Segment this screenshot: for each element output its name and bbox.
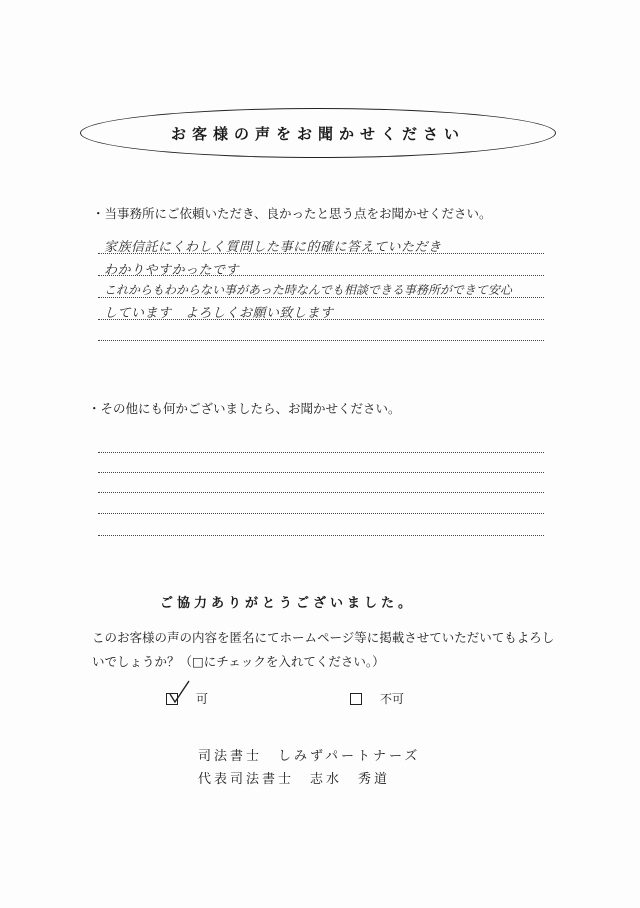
page-title: お客様の声をお聞かせください — [170, 124, 465, 143]
answer-line — [98, 340, 544, 341]
handwritten-answer-line-2: わかりやすかったです — [104, 263, 240, 278]
deny-label: 不可 — [380, 692, 405, 706]
allow-checkbox[interactable] — [166, 693, 178, 705]
representative-name: 代表司法書士 志水 秀道 — [198, 772, 391, 787]
question-other-comments: ・その他にも何かございましたら、お聞かせください。 — [88, 401, 401, 416]
consent-question: このお客様の声の内容を匿名にてホームページ等に掲載させていただいてもよろしいでしょうか？（□にチェックを入れてください。） — [92, 630, 555, 669]
deny-checkbox[interactable] — [350, 693, 362, 705]
allow-label: 可 — [196, 692, 209, 706]
answer-line — [98, 535, 544, 536]
question-good-points: ・当事務所にご依頼いただき、良かったと思う点をお聞かせください。 — [92, 206, 492, 221]
handwritten-answer-line-4: しています よろしくお願い致します — [104, 306, 334, 321]
answer-line — [98, 513, 544, 514]
handwritten-answer-line-3: これからもわからない事があった時なんでも相談できる事務所ができて安心 — [104, 283, 512, 297]
handwritten-answer-line-1: 家族信託にくわしく質問した事に的確に答えていただき — [104, 240, 442, 255]
answer-line — [98, 492, 544, 493]
answer-line — [98, 472, 544, 473]
checkmark-icon — [169, 680, 191, 706]
title-oval — [80, 108, 556, 158]
option-deny[interactable] — [350, 690, 404, 707]
answer-line — [98, 452, 544, 453]
option-allow[interactable] — [166, 690, 208, 707]
thanks-message: ご協力ありがとうございました。 — [160, 596, 416, 611]
office-name: 司法書士 しみずパートナーズ — [198, 749, 421, 764]
